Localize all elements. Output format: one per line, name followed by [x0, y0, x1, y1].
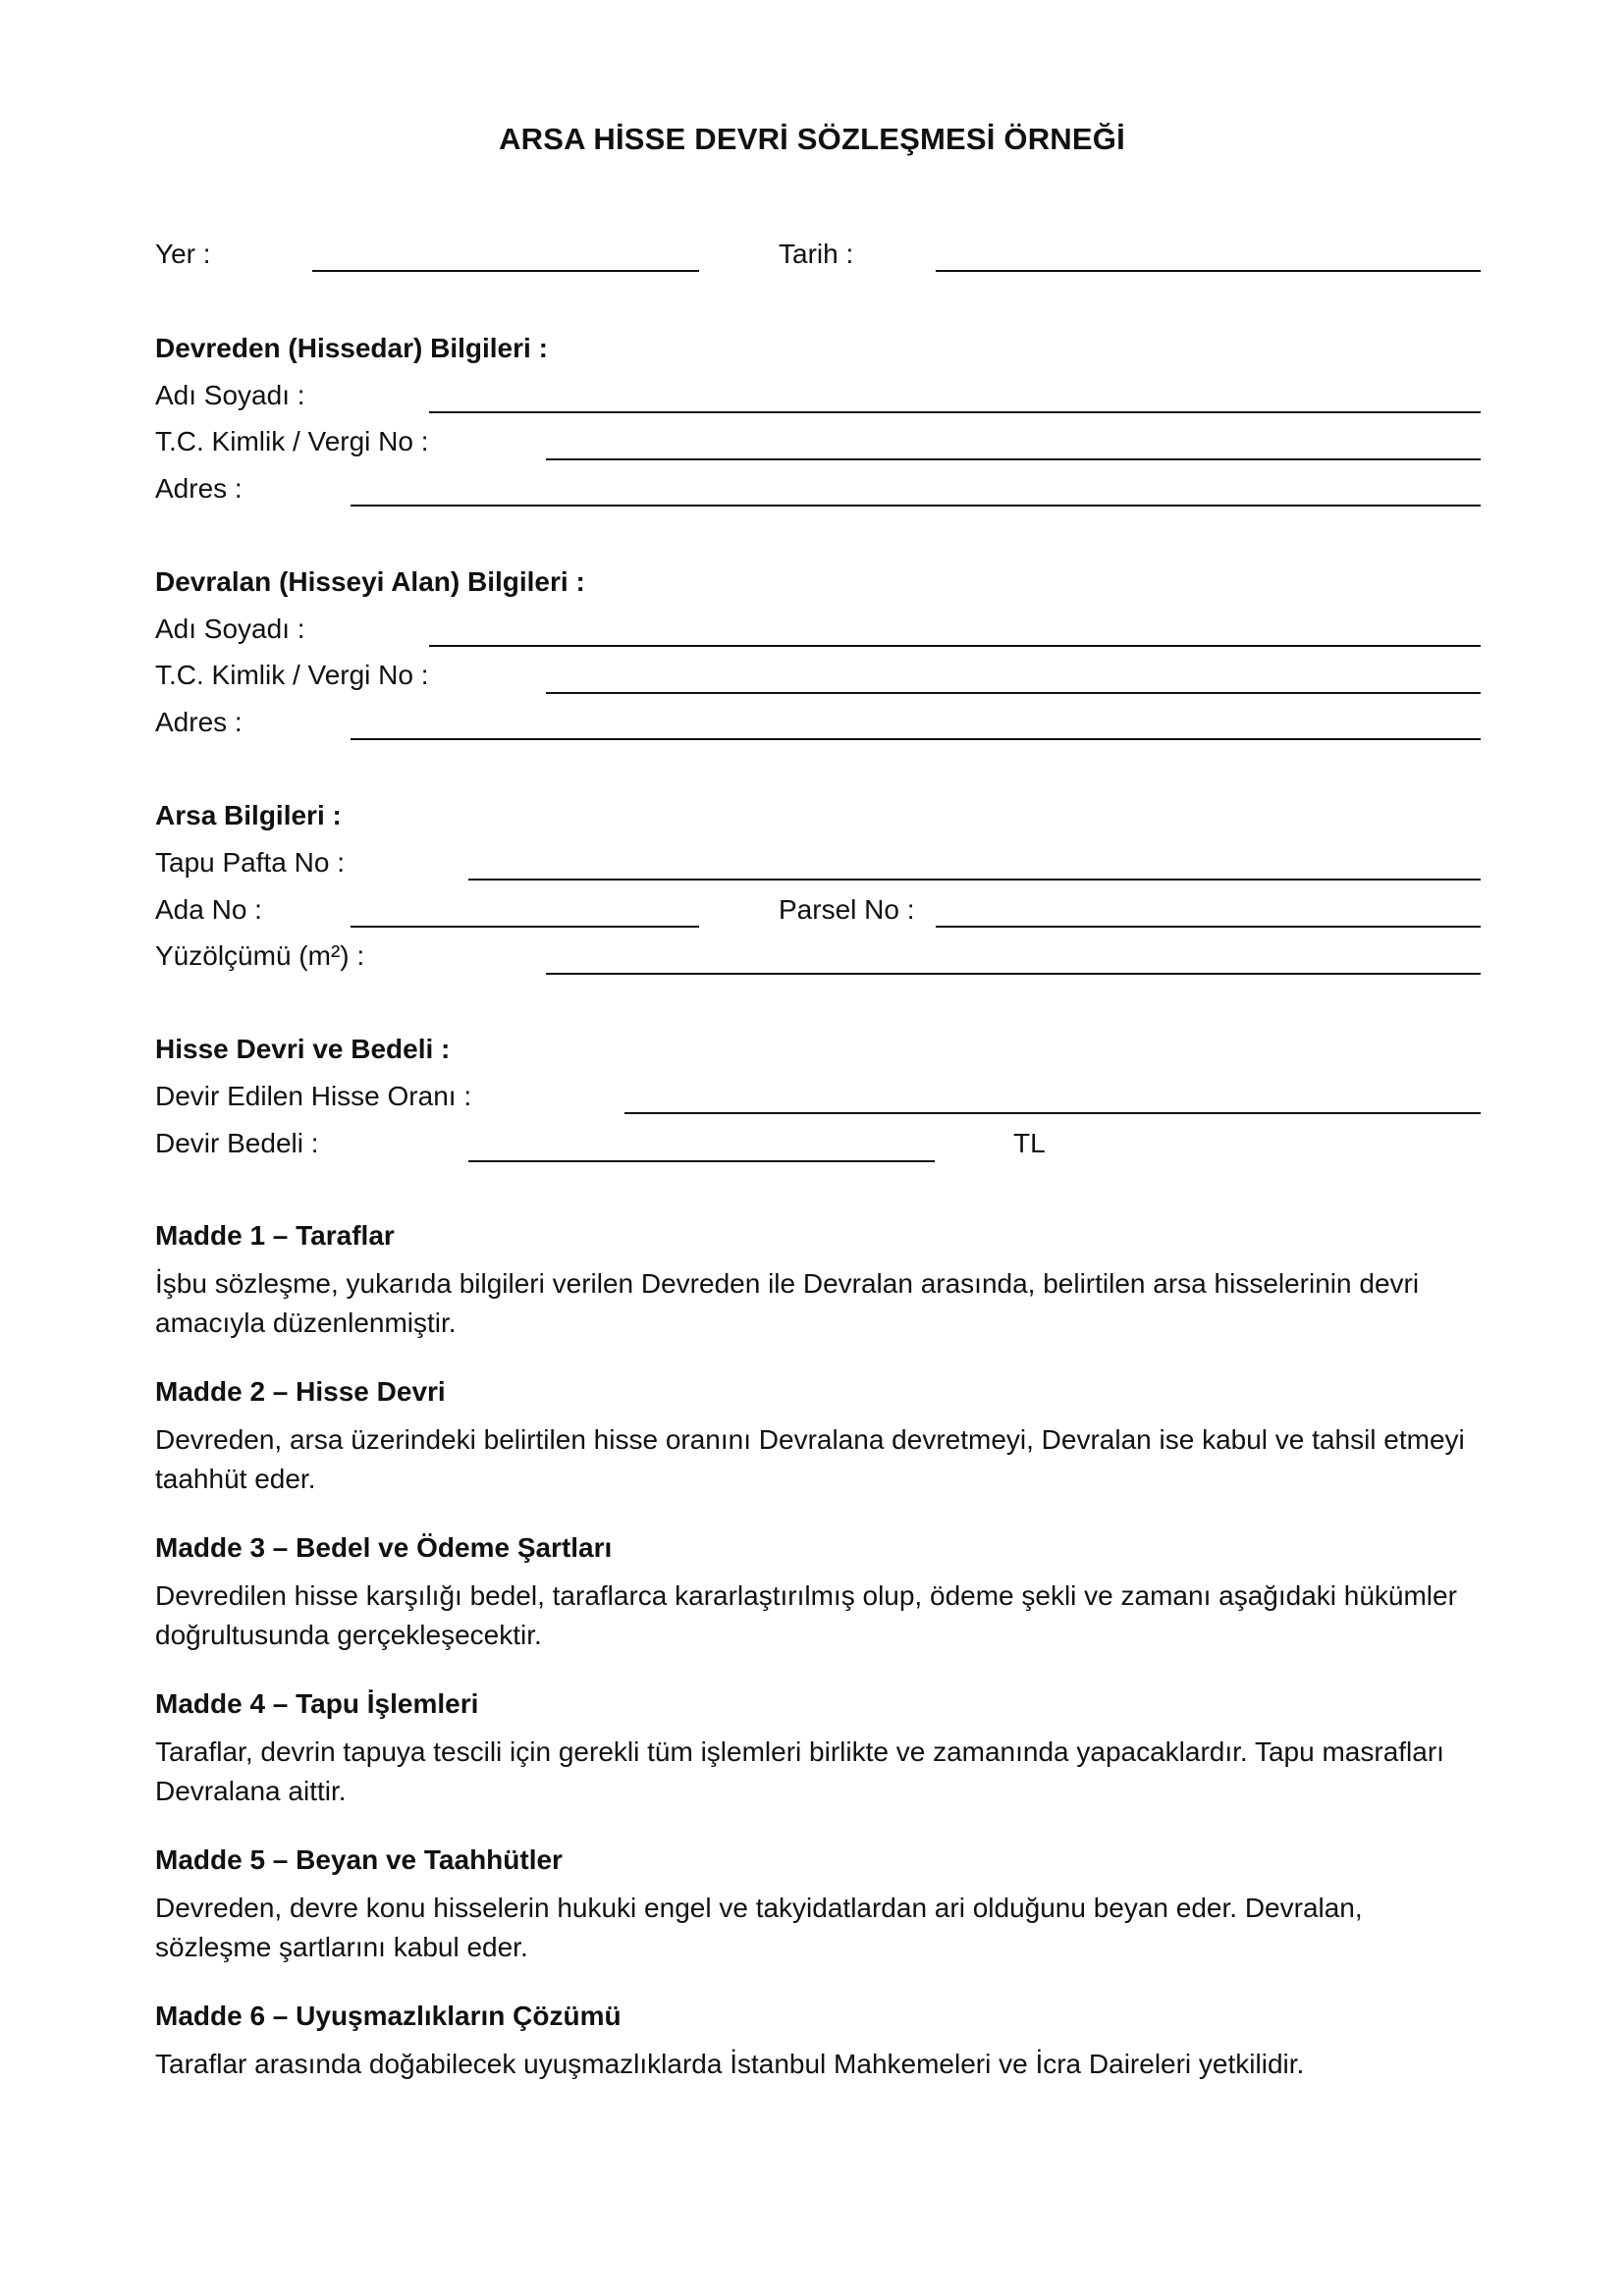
- transferee-address-label: Adres :: [155, 707, 243, 737]
- article-text: [155, 1576, 1490, 1655]
- transferee-name-field[interactable]: [429, 645, 1481, 647]
- article-heading: Madde 5 – Beyan ve Taahhütler: [155, 1844, 563, 1875]
- transferor-name-field[interactable]: [429, 411, 1481, 413]
- article-heading: Madde 3 – Bedel ve Ödeme Şartları: [155, 1532, 613, 1563]
- transferee-name-label: Adı Soyadı :: [155, 614, 305, 644]
- deed-field[interactable]: [468, 879, 1481, 881]
- parcel-label: Parsel No :: [779, 894, 915, 925]
- transferee-id-label: T.C. Kimlik / Vergi No :: [155, 660, 429, 690]
- transferee-address-field[interactable]: [351, 738, 1481, 740]
- transferor-address-field[interactable]: [351, 505, 1481, 507]
- article-heading: Madde 1 – Taraflar: [155, 1220, 395, 1251]
- share-ratio-label: Devir Edilen Hisse Oranı :: [155, 1081, 472, 1111]
- article-text-line: Devreden, devre konu hisselerin hukuki engel ve takyidatlardan ari olduğunu beyan eder. Devralan,: [155, 1893, 1363, 1923]
- transferor-id-field[interactable]: [546, 458, 1481, 460]
- transferee-id-field[interactable]: [546, 692, 1481, 694]
- article-text: [155, 1264, 1490, 1343]
- transferor-name-label: Adı Soyadı :: [155, 380, 305, 410]
- article-text-line: İşbu sözleşme, yukarıda bilgileri verilen Devreden ile Devralan arasında, belirtilen arsa hisselerinin devri: [155, 1268, 1420, 1299]
- article-text-line: Taraflar, devrin tapuya tescili için gerekli tüm işlemleri birlikte ve zamanında yapacaklardır. Tapu masrafları: [155, 1736, 1444, 1767]
- date-label: Tarih :: [779, 239, 854, 269]
- parcel-field[interactable]: [936, 926, 1481, 928]
- currency-label: TL: [1013, 1128, 1046, 1158]
- article-text-line: Devreden, arsa üzerindeki belirtilen hisse oranını Devralana devretmeyi, Devralan ise kabul ve tahsil etmeyi: [155, 1424, 1465, 1455]
- transferor-heading: Devreden (Hissedar) Bilgileri :: [155, 333, 548, 363]
- article-text: [155, 1889, 1490, 1967]
- date-field[interactable]: [936, 270, 1481, 272]
- article-heading: Madde 6 – Uyuşmazlıkların Çözümü: [155, 2001, 622, 2031]
- article-text: [155, 2045, 1490, 2084]
- document-title: ARSA HİSSE DEVRİ SÖZLEŞMESİ ÖRNEĞİ: [499, 122, 1125, 156]
- transferor-id-label: T.C. Kimlik / Vergi No :: [155, 426, 429, 456]
- transferee-heading: Devralan (Hisseyi Alan) Bilgileri :: [155, 566, 585, 597]
- deed-label: Tapu Pafta No :: [155, 847, 346, 878]
- article-heading: Madde 4 – Tapu İşlemleri: [155, 1688, 479, 1719]
- share-price-field[interactable]: [468, 1160, 935, 1162]
- place-field[interactable]: [312, 270, 699, 272]
- land-heading: Arsa Bilgileri :: [155, 800, 342, 830]
- share-heading: Hisse Devri ve Bedeli :: [155, 1034, 451, 1064]
- article-text-line: Taraflar arasında doğabilecek uyuşmazlıklarda İstanbul Mahkemeleri ve İcra Daireleri yetkilidir.: [155, 2049, 1305, 2079]
- block-field[interactable]: [351, 926, 699, 928]
- article-text-line: Devralana aittir.: [155, 1776, 347, 1806]
- article-text-line: doğrultusunda gerçekleşecektir.: [155, 1620, 542, 1650]
- block-label: Ada No :: [155, 894, 262, 925]
- transferor-address-label: Adres :: [155, 473, 243, 504]
- place-label: Yer :: [155, 239, 211, 269]
- article-text-line: Devredilen hisse karşılığı bedel, taraflarca kararlaştırılmış olup, ödeme şekli ve zamanı aşağıdaki hükümler: [155, 1580, 1457, 1611]
- article-text-line: sözleşme şartlarını kabul eder.: [155, 1932, 528, 1962]
- article-text: [155, 1733, 1490, 1811]
- area-field[interactable]: [546, 973, 1481, 975]
- area-label: Yüzölçümü (m²) :: [155, 940, 365, 971]
- article-text-line: taahhüt eder.: [155, 1464, 316, 1494]
- share-price-label: Devir Bedeli :: [155, 1128, 319, 1158]
- article-heading: Madde 2 – Hisse Devri: [155, 1376, 446, 1407]
- share-ratio-field[interactable]: [624, 1112, 1481, 1114]
- article-text: [155, 1420, 1490, 1499]
- article-text-line: amacıyla düzenlenmiştir.: [155, 1308, 457, 1338]
